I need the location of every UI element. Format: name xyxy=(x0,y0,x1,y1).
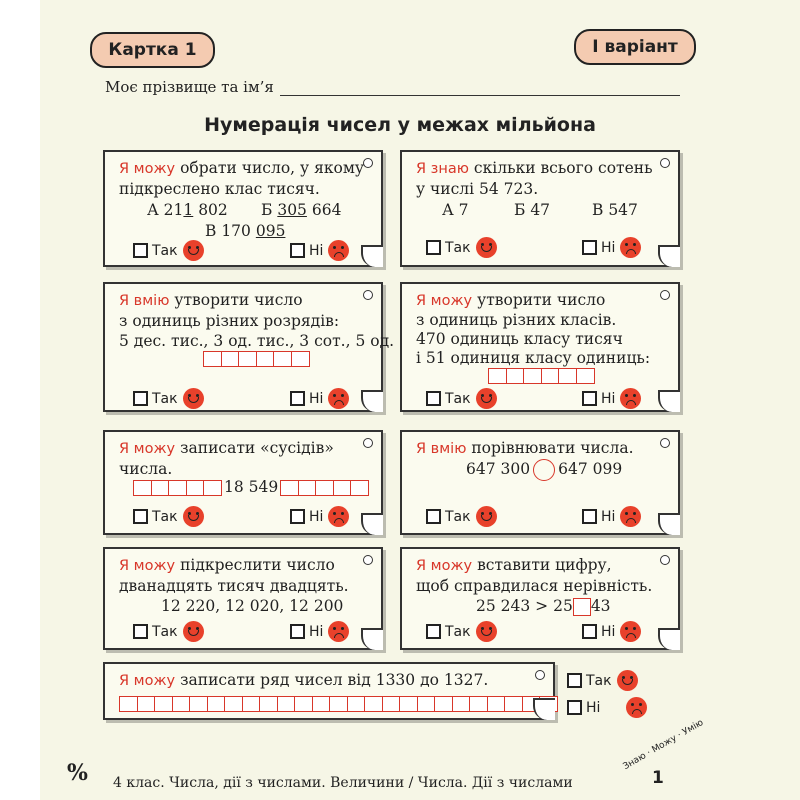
card-4-text2: з одиниць різних класів. xyxy=(416,311,617,329)
pin-icon xyxy=(363,438,373,448)
option-v: В 547 xyxy=(592,201,638,219)
footer-text: 4 клас. Числа, дії з числами. Величини / Числа. Дії з числами xyxy=(113,775,573,791)
yes-checkbox[interactable]: Так xyxy=(133,240,204,261)
comparison: 647 300 647 099 xyxy=(466,459,622,481)
pin-icon xyxy=(535,670,545,680)
no-checkbox[interactable]: Ні xyxy=(290,240,349,261)
card-3-keyword: Я вмію xyxy=(119,293,170,309)
sad-face-icon xyxy=(626,697,647,718)
no-checkbox[interactable]: Ні xyxy=(567,697,647,718)
smile-icon xyxy=(617,670,638,691)
no-checkbox[interactable]: Ні xyxy=(290,506,349,527)
yes-checkbox[interactable]: Так xyxy=(133,621,204,642)
sad-face-icon xyxy=(328,240,349,261)
card-3-text: утворити число xyxy=(169,291,303,309)
card-1-text2: підкреслено клас тисяч. xyxy=(119,180,320,198)
option-v: В 170 095 xyxy=(205,222,286,240)
card-6-text: порівнювати числа. xyxy=(466,439,634,457)
variant-label: І варіант xyxy=(574,29,696,65)
card-7-text2: дванадцять тисяч двадцять. xyxy=(119,577,349,595)
card-2-text: скільки всього сотень xyxy=(468,159,653,177)
brand-text: Знаю · Можу · Умію xyxy=(621,717,706,773)
smile-icon xyxy=(476,388,497,409)
name-field[interactable] xyxy=(105,78,680,96)
card-3 xyxy=(103,282,395,412)
no-checkbox[interactable]: Ні xyxy=(582,237,641,258)
card-8-text: вставити цифру, xyxy=(472,556,612,574)
page-number: 1 xyxy=(652,768,664,788)
page-fold-icon xyxy=(658,513,680,535)
card-1 xyxy=(103,150,383,267)
card-7-keyword: Я можу xyxy=(119,558,176,574)
card-5-keyword: Я можу xyxy=(119,441,176,457)
card-3-text3: 5 дес. тис., 3 од. тис., 3 сот., 5 од. xyxy=(119,332,395,350)
card-8-keyword: Я можу xyxy=(416,558,473,574)
no-checkbox[interactable]: Ні xyxy=(290,621,349,642)
pin-icon xyxy=(363,555,373,565)
sad-face-icon xyxy=(620,237,641,258)
page-fold-icon xyxy=(658,628,680,650)
yes-checkbox[interactable]: Так xyxy=(133,506,204,527)
option-b: Б 47 xyxy=(514,201,551,219)
card-3-text2: з одиниць різних розрядів: xyxy=(119,312,340,330)
number-row-cells[interactable] xyxy=(119,696,557,712)
card-4 xyxy=(400,282,680,412)
sad-face-icon xyxy=(620,621,641,642)
digit-box[interactable] xyxy=(573,598,591,616)
sad-face-icon xyxy=(328,621,349,642)
no-checkbox[interactable]: Ні xyxy=(582,621,641,642)
number-options: 12 220, 12 020, 12 200 xyxy=(161,597,344,615)
smile-icon xyxy=(476,621,497,642)
card-5-text2: числа. xyxy=(119,460,173,478)
card-label: Картка 1 xyxy=(90,32,215,68)
smile-icon xyxy=(476,237,497,258)
pin-icon xyxy=(660,438,670,448)
pin-icon xyxy=(660,555,670,565)
card-2 xyxy=(400,150,680,267)
yes-checkbox[interactable]: Так xyxy=(426,506,497,527)
smile-icon xyxy=(183,621,204,642)
page-fold-icon xyxy=(361,390,383,412)
no-checkbox[interactable]: Ні xyxy=(290,388,349,409)
pin-icon xyxy=(660,290,670,300)
page-fold-icon xyxy=(658,245,680,267)
yes-checkbox[interactable]: Так xyxy=(426,237,497,258)
card-7 xyxy=(103,547,383,650)
name-prompt: Моє прізвище та ім’я xyxy=(105,78,274,96)
card-8 xyxy=(400,547,680,650)
no-checkbox[interactable]: Ні xyxy=(582,388,641,409)
card-9-text: записати ряд чисел від 1330 до 1327. xyxy=(175,671,489,689)
card-9 xyxy=(103,662,555,720)
smile-icon xyxy=(183,388,204,409)
answer-cells[interactable] xyxy=(488,368,593,384)
card-6-keyword: Я вмію xyxy=(416,441,467,457)
yes-checkbox[interactable]: Так xyxy=(567,670,638,691)
pin-icon xyxy=(363,158,373,168)
card-6 xyxy=(400,430,680,535)
page-fold-icon xyxy=(533,698,555,720)
page-fold-icon xyxy=(361,513,383,535)
card-4-text3: 470 одиниць класу тисяч xyxy=(416,330,623,348)
sad-face-icon xyxy=(328,506,349,527)
side-mark: % xyxy=(67,760,88,786)
card-5-text: записати «сусідів» xyxy=(175,439,334,457)
no-checkbox[interactable]: Ні xyxy=(582,506,641,527)
prev-number-cells[interactable] xyxy=(133,480,221,496)
card-4-text: утворити число xyxy=(472,291,606,309)
card-2-keyword: Я знаю xyxy=(416,161,469,177)
yes-checkbox[interactable]: Так xyxy=(426,621,497,642)
card-1-text: обрати число, у якому xyxy=(175,159,365,177)
page-fold-icon xyxy=(361,628,383,650)
card-4-text4: і 51 одиниця класу одиниць: xyxy=(416,349,651,367)
name-line[interactable] xyxy=(280,81,680,96)
smile-icon xyxy=(183,506,204,527)
card-1-keyword: Я можу xyxy=(119,161,176,177)
page-fold-icon xyxy=(361,245,383,267)
sad-face-icon xyxy=(328,388,349,409)
card-9-keyword: Я можу xyxy=(119,673,176,689)
comparison-circle[interactable] xyxy=(533,459,555,481)
page-fold-icon xyxy=(658,390,680,412)
given-number: 18 549 xyxy=(224,478,279,496)
yes-checkbox[interactable]: Так xyxy=(426,388,497,409)
card-2-text2: у числі 54 723. xyxy=(416,180,539,198)
card-4-keyword: Я можу xyxy=(416,293,473,309)
page-title: Нумерація чисел у межах мільйона xyxy=(204,114,596,136)
pin-icon xyxy=(660,158,670,168)
pin-icon xyxy=(363,290,373,300)
option-a: А 7 xyxy=(442,201,469,219)
card-8-text2: щоб справдилася нерівність. xyxy=(416,577,653,595)
sad-face-icon xyxy=(620,506,641,527)
next-number-cells[interactable] xyxy=(280,480,368,496)
card-5 xyxy=(103,430,383,535)
option-a: А 211 802 xyxy=(147,201,228,219)
sad-face-icon xyxy=(620,388,641,409)
option-b: Б 305 664 xyxy=(261,201,342,219)
smile-icon xyxy=(476,506,497,527)
inequality: 25 243 > 25 43 xyxy=(476,597,611,615)
yes-checkbox[interactable]: Так xyxy=(133,388,204,409)
answer-cells[interactable] xyxy=(203,351,308,367)
card-7-text: підкреслити число xyxy=(175,556,335,574)
smile-icon xyxy=(183,240,204,261)
